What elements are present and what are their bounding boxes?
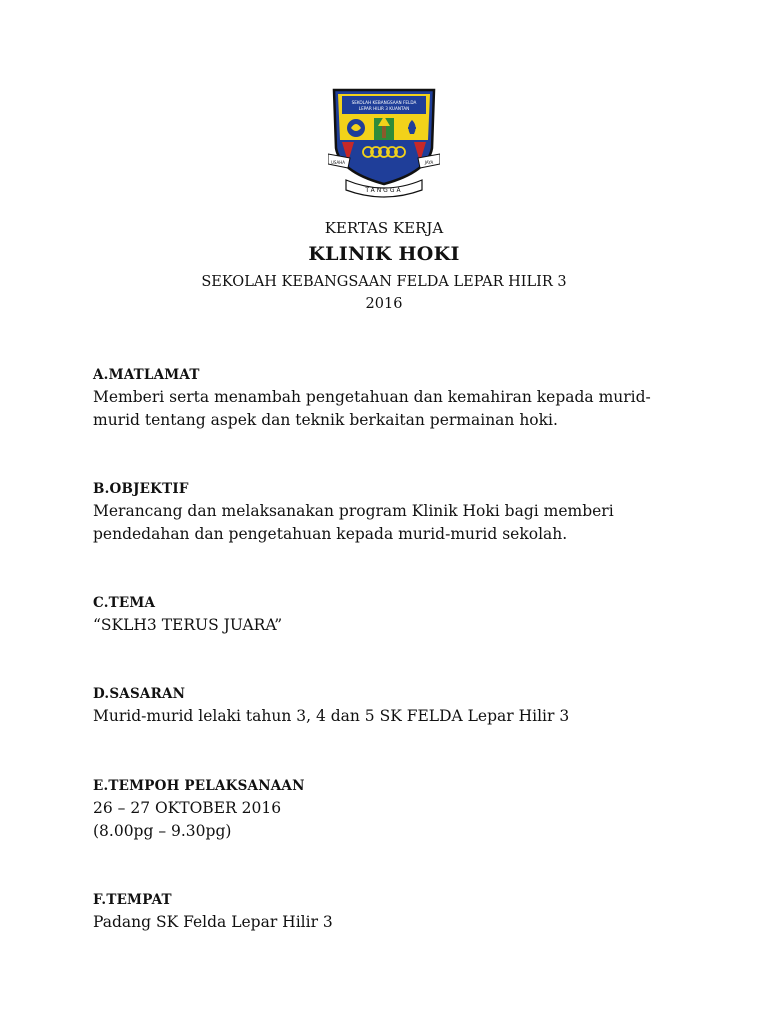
- document-type: KERTAS KERJA: [324, 219, 444, 237]
- body-line: murid tentang aspek dan teknik berkaitan permainan hoki.: [93, 411, 558, 429]
- body-line: Padang SK Felda Lepar Hilir 3: [93, 913, 333, 931]
- crest-right-scroll: JAYA: [424, 160, 434, 165]
- body-line: pendedahan dan pengetahuan kepada murid-murid sekolah.: [93, 525, 568, 543]
- section-heading: C.TEMA: [93, 595, 156, 611]
- section-heading: D.SASARAN: [93, 686, 186, 702]
- section-body: [93, 500, 653, 546]
- section-heading: B.OBJEKTIF: [93, 481, 189, 497]
- section-body: [93, 705, 653, 728]
- svg-text:LEPAR HILIR 3 KUANTAN: LEPAR HILIR 3 KUANTAN: [358, 106, 410, 111]
- section-tempat: [93, 891, 653, 934]
- body-line: 26 – 27 OKTOBER 2016: [93, 799, 282, 817]
- section-heading: F.TEMPAT: [93, 892, 172, 908]
- document-title: KLINIK HOKI: [308, 243, 460, 265]
- body-line: “SKLH3 TERUS JUARA”: [93, 616, 283, 634]
- section-body: [93, 911, 653, 934]
- section-objektif: [93, 480, 653, 546]
- section-body: [93, 797, 653, 843]
- section-body: [93, 386, 653, 432]
- body-line: Memberi serta menambah pengetahuan dan kemahiran kepada murid-: [93, 388, 651, 406]
- section-sasaran: [93, 685, 653, 728]
- body-line: Merancang dan melaksanakan program Klinik Hoki bagi memberi: [93, 502, 614, 520]
- section-heading: E.TEMPOH PELAKSANAAN: [93, 778, 305, 794]
- section-body: [93, 614, 653, 637]
- school-crest-icon: [328, 84, 440, 198]
- body-line: Murid-murid lelaki tahun 3, 4 dan 5 SK FELDA Lepar Hilir 3: [93, 707, 570, 725]
- school-crest-graphic: [328, 84, 440, 198]
- crest-bottom-scroll: TANGGA: [365, 187, 403, 194]
- crest-left-scroll: USAHA: [330, 160, 346, 165]
- school-name: SEKOLAH KEBANGSAAN FELDA LEPAR HILIR 3: [201, 274, 567, 290]
- document-year: 2016: [365, 296, 403, 312]
- section-tempoh-pelaksanaan: [93, 777, 653, 843]
- body-line: (8.00pg – 9.30pg): [93, 822, 232, 840]
- crest-banner-text: SEKOLAH KEBANGSAAN FELDA: [351, 100, 417, 105]
- section-tema: [93, 594, 653, 637]
- section-matlamat: [93, 366, 653, 432]
- section-heading: A.MATLAMAT: [93, 367, 200, 383]
